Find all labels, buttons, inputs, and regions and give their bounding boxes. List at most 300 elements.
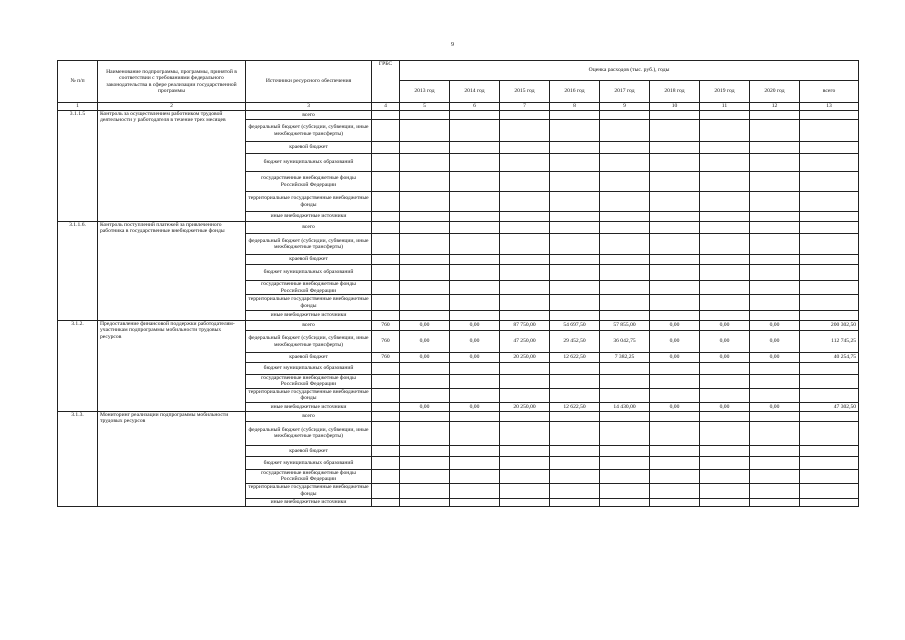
value-cell <box>750 142 800 154</box>
source-label: территориальные государственные внебюджетные фонды <box>246 483 372 498</box>
value-cell <box>500 421 550 445</box>
value-cell <box>550 234 600 255</box>
value-cell <box>700 265 750 281</box>
value-cell: 0,00 <box>450 353 500 363</box>
value-cell <box>500 483 550 498</box>
header-year: всего <box>800 81 859 103</box>
value-cell <box>400 311 450 321</box>
value-cell <box>700 388 750 402</box>
column-number: 7 <box>500 103 550 111</box>
value-cell <box>700 120 750 142</box>
value-cell <box>550 295 600 311</box>
source-label: государственные внебюджетные фонды Российской Федерации <box>246 281 372 295</box>
source-label: государственные внебюджетные фонды Российской Федерации <box>246 375 372 389</box>
value-cell <box>750 172 800 192</box>
source-label: бюджет муниципальных образований <box>246 265 372 281</box>
header-grbs: ГРБС <box>372 61 400 103</box>
value-cell <box>800 388 859 402</box>
source-label: иные внебюджетные источники <box>246 498 372 506</box>
value-cell <box>450 265 500 281</box>
header-sources: Источники ресурсного обеспечения <box>246 61 372 103</box>
value-cell <box>450 212 500 222</box>
value-cell <box>700 456 750 469</box>
value-cell: 0,00 <box>700 402 750 411</box>
value-cell <box>450 469 500 483</box>
value-cell <box>700 311 750 321</box>
value-cell <box>700 483 750 498</box>
value-cell <box>700 445 750 456</box>
value-cell <box>500 281 550 295</box>
header-year: 2018 год <box>650 81 700 103</box>
grbs-cell <box>372 483 400 498</box>
value-cell <box>500 469 550 483</box>
grbs-cell <box>372 172 400 192</box>
section-name: Контроль за осуществлением работником трудовой деятельности у работодателя в течение трех месяцев <box>98 111 246 222</box>
value-cell <box>800 234 859 255</box>
value-cell: 0,00 <box>750 402 800 411</box>
value-cell <box>500 498 550 506</box>
value-cell: 0,00 <box>400 353 450 363</box>
value-cell: 0,00 <box>450 331 500 353</box>
source-label: краевой бюджет <box>246 142 372 154</box>
value-cell <box>800 421 859 445</box>
grbs-cell <box>372 456 400 469</box>
value-cell <box>600 265 650 281</box>
value-cell: 0,00 <box>700 321 750 331</box>
value-cell <box>500 111 550 120</box>
value-cell: 0,00 <box>400 321 450 331</box>
value-cell <box>750 498 800 506</box>
value-cell <box>650 154 700 172</box>
value-cell <box>800 281 859 295</box>
header-year: 2013 год <box>400 81 450 103</box>
value-cell <box>450 456 500 469</box>
source-label: иные внебюджетные источники <box>246 212 372 222</box>
header-year: 2016 год <box>550 81 600 103</box>
value-cell <box>700 212 750 222</box>
value-cell <box>650 265 700 281</box>
column-number: 2 <box>98 103 246 111</box>
value-cell <box>450 311 500 321</box>
value-cell: 0,00 <box>700 353 750 363</box>
value-cell <box>800 363 859 375</box>
value-cell <box>700 375 750 389</box>
value-cell <box>600 469 650 483</box>
value-cell <box>650 311 700 321</box>
grbs-cell <box>372 421 400 445</box>
value-cell: 57 855,00 <box>600 321 650 331</box>
value-cell <box>550 445 600 456</box>
header-year: 2020 год <box>750 81 800 103</box>
value-cell <box>750 375 800 389</box>
value-cell <box>800 411 859 421</box>
value-cell <box>600 311 650 321</box>
value-cell: 0,00 <box>750 353 800 363</box>
value-cell <box>800 192 859 212</box>
value-cell <box>600 456 650 469</box>
value-cell <box>600 234 650 255</box>
value-cell <box>500 222 550 234</box>
grbs-cell <box>372 498 400 506</box>
grbs-cell <box>372 469 400 483</box>
value-cell <box>800 265 859 281</box>
value-cell <box>550 363 600 375</box>
value-cell <box>650 411 700 421</box>
grbs-cell <box>372 281 400 295</box>
value-cell <box>600 222 650 234</box>
header-estimate: Оценка расходов (тыс. руб.), годы <box>400 61 859 81</box>
value-cell <box>450 120 500 142</box>
section-name: Контроль поступлений платежей за привлеченного работника в государственные внебюджетные фонды <box>98 222 246 321</box>
value-cell <box>400 281 450 295</box>
grbs-cell <box>372 402 400 411</box>
value-cell <box>650 172 700 192</box>
value-cell: 7 382,25 <box>600 353 650 363</box>
value-cell: 40 254,75 <box>800 353 859 363</box>
source-label: территориальные государственные внебюджетные фонды <box>246 192 372 212</box>
grbs-cell: 760 <box>372 331 400 353</box>
value-cell <box>400 265 450 281</box>
value-cell <box>800 255 859 265</box>
grbs-cell <box>372 255 400 265</box>
value-cell <box>550 311 600 321</box>
value-cell <box>650 469 700 483</box>
value-cell <box>650 222 700 234</box>
value-cell <box>600 445 650 456</box>
value-cell: 0,00 <box>650 331 700 353</box>
grbs-cell <box>372 265 400 281</box>
value-cell <box>600 281 650 295</box>
value-cell <box>400 498 450 506</box>
value-cell: 0,00 <box>750 321 800 331</box>
grbs-cell <box>372 388 400 402</box>
value-cell <box>650 142 700 154</box>
value-cell <box>400 411 450 421</box>
column-number: 3 <box>246 103 372 111</box>
value-cell <box>800 375 859 389</box>
source-label: всего <box>246 222 372 234</box>
value-cell <box>650 234 700 255</box>
value-cell <box>600 498 650 506</box>
value-cell <box>400 154 450 172</box>
source-label: бюджет муниципальных образований <box>246 456 372 469</box>
source-label: государственные внебюджетные фонды Российской Федерации <box>246 469 372 483</box>
value-cell: 0,00 <box>650 353 700 363</box>
column-number: 5 <box>400 103 450 111</box>
value-cell: 0,00 <box>650 321 700 331</box>
value-cell <box>500 311 550 321</box>
grbs-cell: 760 <box>372 353 400 363</box>
section-number: 3.1.1.5 <box>58 111 98 222</box>
value-cell <box>400 456 450 469</box>
section-name: Предоставление финансовой поддержки работодателям-участникам подпрограммы мобильности трудовых ресурсов <box>98 321 246 412</box>
value-cell <box>800 311 859 321</box>
value-cell <box>400 172 450 192</box>
value-cell <box>450 255 500 265</box>
value-cell <box>700 498 750 506</box>
value-cell: 0,00 <box>650 402 700 411</box>
header-year: 2017 год <box>600 81 650 103</box>
column-number: 11 <box>700 103 750 111</box>
value-cell <box>700 255 750 265</box>
value-cell <box>450 483 500 498</box>
source-label: федеральный бюджет (субсидии, субвенции, иные межбюджетные трансферты) <box>246 120 372 142</box>
value-cell: 0,00 <box>450 321 500 331</box>
value-cell <box>750 120 800 142</box>
source-label: федеральный бюджет (субсидии, субвенции, иные межбюджетные трансферты) <box>246 421 372 445</box>
value-cell <box>750 234 800 255</box>
column-number: 10 <box>650 103 700 111</box>
value-cell <box>450 192 500 212</box>
value-cell <box>800 222 859 234</box>
value-cell <box>800 295 859 311</box>
value-cell <box>650 375 700 389</box>
grbs-cell <box>372 375 400 389</box>
column-number: 12 <box>750 103 800 111</box>
table-row <box>58 111 859 120</box>
value-cell <box>800 445 859 456</box>
value-cell <box>650 456 700 469</box>
value-cell <box>450 388 500 402</box>
value-cell <box>600 363 650 375</box>
value-cell <box>450 142 500 154</box>
section-name: Мониторинг реализации подпрограммы мобильности трудовых ресурсов <box>98 411 246 506</box>
value-cell <box>700 411 750 421</box>
value-cell <box>600 154 650 172</box>
value-cell <box>400 445 450 456</box>
value-cell <box>500 192 550 212</box>
value-cell <box>800 483 859 498</box>
source-label: всего <box>246 411 372 421</box>
value-cell <box>450 295 500 311</box>
expenditure-table <box>57 60 859 507</box>
value-cell <box>800 212 859 222</box>
value-cell <box>400 375 450 389</box>
value-cell <box>450 375 500 389</box>
value-cell <box>800 456 859 469</box>
value-cell: 112 745,25 <box>800 331 859 353</box>
column-number: 13 <box>800 103 859 111</box>
value-cell <box>700 281 750 295</box>
value-cell <box>400 192 450 212</box>
value-cell <box>500 295 550 311</box>
value-cell <box>750 445 800 456</box>
value-cell <box>450 363 500 375</box>
source-label: краевой бюджет <box>246 255 372 265</box>
table-row <box>58 321 859 331</box>
value-cell: 0,00 <box>400 402 450 411</box>
header-year: 2019 год <box>700 81 750 103</box>
value-cell <box>750 265 800 281</box>
value-cell <box>500 255 550 265</box>
value-cell <box>800 120 859 142</box>
value-cell: 0,00 <box>450 402 500 411</box>
grbs-cell <box>372 311 400 321</box>
value-cell <box>550 255 600 265</box>
value-cell <box>550 120 600 142</box>
value-cell: 12 622,50 <box>550 402 600 411</box>
value-cell <box>400 222 450 234</box>
value-cell <box>450 172 500 192</box>
value-cell <box>700 234 750 255</box>
value-cell <box>800 142 859 154</box>
value-cell <box>550 111 600 120</box>
value-cell <box>750 483 800 498</box>
value-cell <box>550 375 600 389</box>
value-cell <box>700 142 750 154</box>
value-cell <box>650 192 700 212</box>
value-cell <box>500 375 550 389</box>
source-label: территориальные государственные внебюджетные фонды <box>246 295 372 311</box>
source-label: краевой бюджет <box>246 353 372 363</box>
column-number: 6 <box>450 103 500 111</box>
value-cell <box>700 222 750 234</box>
value-cell <box>750 388 800 402</box>
value-cell <box>450 411 500 421</box>
value-cell <box>500 456 550 469</box>
grbs-cell <box>372 445 400 456</box>
header-name: Наименование подпрограммы, программы, принятой в соответствии с требованиями федерального законодательства в сфере реализации государственной программы <box>98 61 246 103</box>
value-cell <box>750 295 800 311</box>
value-cell: 47 250,00 <box>500 331 550 353</box>
value-cell <box>650 445 700 456</box>
table-row <box>58 222 859 234</box>
value-cell <box>550 498 600 506</box>
grbs-cell <box>372 154 400 172</box>
value-cell <box>400 295 450 311</box>
value-cell <box>650 421 700 445</box>
value-cell <box>600 483 650 498</box>
value-cell <box>400 142 450 154</box>
value-cell <box>800 469 859 483</box>
value-cell <box>650 295 700 311</box>
value-cell <box>750 421 800 445</box>
source-label: иные внебюджетные источники <box>246 311 372 321</box>
value-cell <box>450 445 500 456</box>
value-cell <box>500 212 550 222</box>
section-number: 3.1.2. <box>58 321 98 412</box>
value-cell <box>700 363 750 375</box>
value-cell <box>550 154 600 172</box>
value-cell <box>750 456 800 469</box>
value-cell <box>750 212 800 222</box>
value-cell <box>450 222 500 234</box>
source-label: иные внебюджетные источники <box>246 402 372 411</box>
value-cell: 12 622,50 <box>550 353 600 363</box>
grbs-cell <box>372 222 400 234</box>
value-cell <box>500 120 550 142</box>
value-cell <box>500 363 550 375</box>
value-cell: 200 302,50 <box>800 321 859 331</box>
value-cell <box>600 388 650 402</box>
value-cell <box>800 154 859 172</box>
value-cell <box>700 111 750 120</box>
value-cell: 87 750,00 <box>500 321 550 331</box>
value-cell: 20 250,00 <box>500 402 550 411</box>
value-cell <box>700 295 750 311</box>
value-cell <box>600 172 650 192</box>
value-cell: 36 042,75 <box>600 331 650 353</box>
value-cell <box>550 265 600 281</box>
value-cell <box>750 192 800 212</box>
value-cell <box>550 212 600 222</box>
value-cell <box>550 192 600 212</box>
value-cell <box>450 111 500 120</box>
grbs-cell <box>372 111 400 120</box>
value-cell <box>550 456 600 469</box>
value-cell <box>700 192 750 212</box>
value-cell <box>500 154 550 172</box>
value-cell <box>800 172 859 192</box>
value-cell: 0,00 <box>700 331 750 353</box>
grbs-cell <box>372 411 400 421</box>
section-number: 3.1.3. <box>58 411 98 506</box>
value-cell <box>500 234 550 255</box>
header-num: № п/п <box>58 61 98 103</box>
value-cell <box>400 421 450 445</box>
grbs-cell <box>372 363 400 375</box>
header-year: 2015 год <box>500 81 550 103</box>
value-cell <box>400 212 450 222</box>
value-cell <box>500 265 550 281</box>
value-cell <box>400 111 450 120</box>
value-cell <box>400 120 450 142</box>
value-cell <box>650 498 700 506</box>
value-cell <box>650 388 700 402</box>
grbs-cell <box>372 295 400 311</box>
value-cell <box>550 421 600 445</box>
value-cell <box>600 111 650 120</box>
value-cell <box>600 192 650 212</box>
grbs-cell <box>372 142 400 154</box>
value-cell <box>700 421 750 445</box>
value-cell <box>750 222 800 234</box>
value-cell <box>600 295 650 311</box>
value-cell <box>600 212 650 222</box>
source-label: федеральный бюджет (субсидии, субвенции, иные межбюджетные трансферты) <box>246 331 372 353</box>
value-cell <box>600 375 650 389</box>
value-cell <box>450 154 500 172</box>
column-number: 1 <box>58 103 98 111</box>
value-cell <box>600 120 650 142</box>
value-cell <box>400 255 450 265</box>
value-cell <box>450 234 500 255</box>
value-cell <box>500 172 550 192</box>
source-label: территориальные государственные внебюджетные фонды <box>246 388 372 402</box>
value-cell <box>700 172 750 192</box>
value-cell <box>600 142 650 154</box>
value-cell <box>600 411 650 421</box>
source-label: всего <box>246 111 372 120</box>
grbs-cell <box>372 212 400 222</box>
value-cell <box>650 281 700 295</box>
value-cell <box>750 469 800 483</box>
source-label: краевой бюджет <box>246 445 372 456</box>
value-cell <box>500 142 550 154</box>
value-cell <box>550 222 600 234</box>
value-cell <box>800 498 859 506</box>
column-number: 8 <box>550 103 600 111</box>
value-cell <box>400 483 450 498</box>
page-number: 9 <box>451 42 454 48</box>
value-cell <box>650 255 700 265</box>
value-cell: 47 302,50 <box>800 402 859 411</box>
value-cell: 0,00 <box>400 331 450 353</box>
source-label: всего <box>246 321 372 331</box>
value-cell: 14 430,00 <box>600 402 650 411</box>
value-cell <box>400 363 450 375</box>
value-cell <box>550 172 600 192</box>
